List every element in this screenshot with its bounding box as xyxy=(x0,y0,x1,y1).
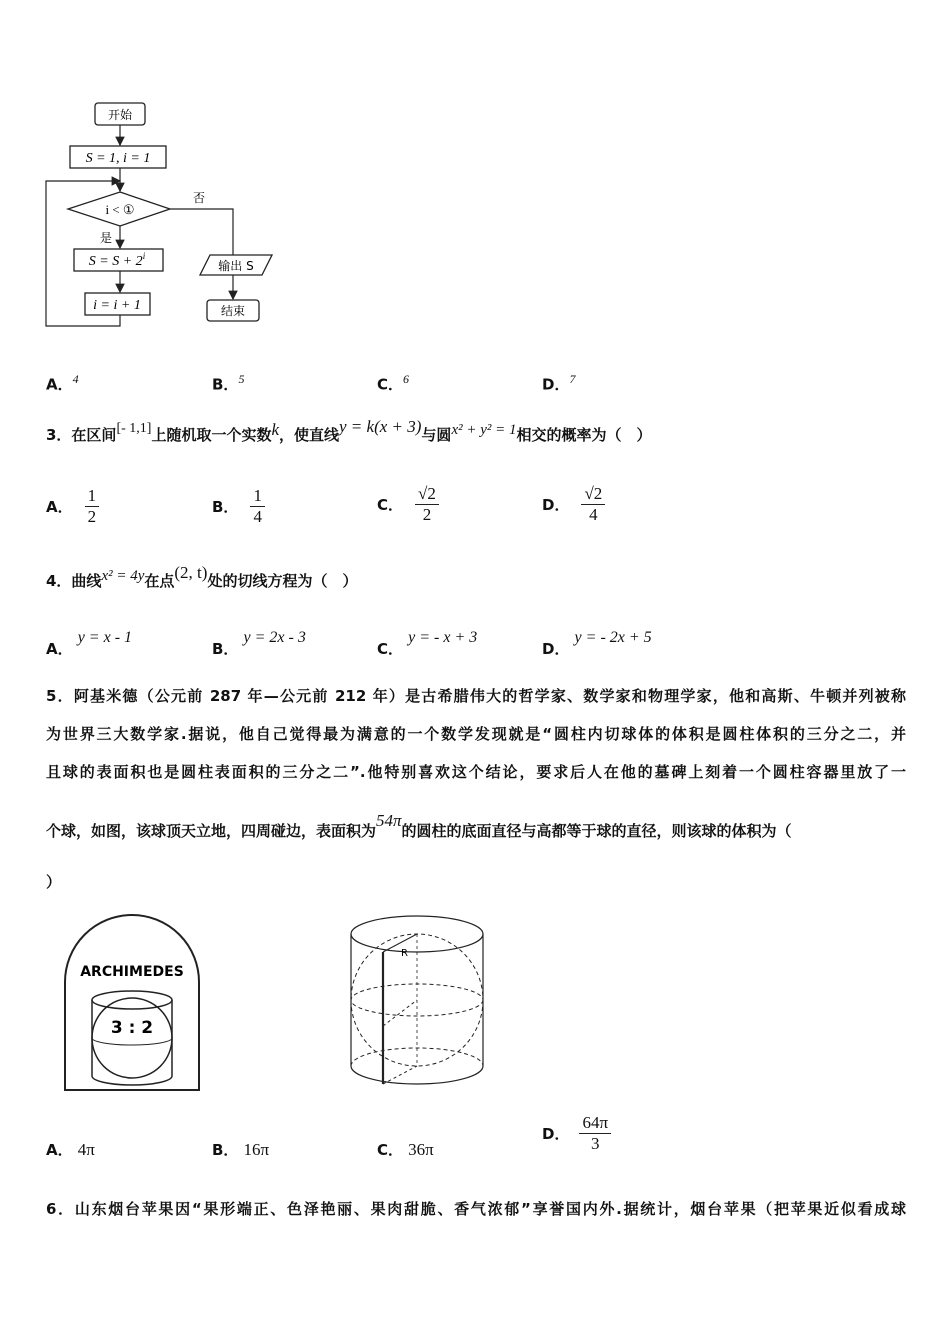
q5-area: 54π xyxy=(376,811,402,830)
tomb-ratio: 3 : 2 xyxy=(110,1018,154,1038)
q3-stem xyxy=(46,417,652,445)
init-label: S = 1, i = 1 xyxy=(85,151,151,166)
q4-curve: x² = 4y xyxy=(101,568,145,584)
denominator: 3 xyxy=(591,1134,600,1153)
flowchart xyxy=(40,95,290,340)
archimedes-tomb-figure xyxy=(60,910,205,1095)
q4-point: (2, t) xyxy=(174,563,208,582)
option-fraction xyxy=(579,1113,611,1154)
q5-line-1: 5．阿基米德（公元前 287 年—公元前 212 年）是古希腊伟大的哲学家、数学家和物理学家，他和高斯、牛顿并列被称 xyxy=(46,687,906,705)
option-fraction xyxy=(85,486,100,527)
update-s-label: S = S + 2 xyxy=(88,254,143,269)
q3-text-1: 3．在区间 xyxy=(46,426,117,444)
q2-option-b xyxy=(212,372,244,394)
q4-option-d xyxy=(542,626,652,658)
q3-option-c xyxy=(377,484,439,525)
output-label: 输出 S xyxy=(218,259,254,273)
option-value: 4π xyxy=(77,1140,95,1159)
option-label: A． xyxy=(46,375,73,394)
q3-text-4: 与圆 xyxy=(421,426,452,444)
option-value: y = 2x - 3 xyxy=(243,629,306,646)
option-label: D． xyxy=(542,1125,570,1143)
q4-option-a xyxy=(46,626,133,658)
option-label: C． xyxy=(377,375,404,394)
denominator: 4 xyxy=(253,507,262,526)
condition-label: i < ① xyxy=(105,202,135,217)
q5-option-d xyxy=(542,1113,611,1154)
option-value: 7 xyxy=(569,372,576,386)
q2-option-a xyxy=(46,372,79,394)
option-value: 16π xyxy=(243,1140,270,1159)
option-value: 6 xyxy=(403,372,410,386)
q4-text-3: 处的切线方程为（ ） xyxy=(207,572,358,590)
option-fraction xyxy=(581,484,605,525)
numerator: 64π xyxy=(579,1113,611,1134)
option-label: C． xyxy=(377,496,404,514)
q3-interval: [- 1,1] xyxy=(116,421,152,436)
q3-k: k xyxy=(271,420,279,439)
q4-text-2: 在点 xyxy=(144,572,175,590)
option-value: y = - x + 3 xyxy=(408,629,478,646)
q2-option-d xyxy=(542,372,575,394)
cylinder-sphere-figure xyxy=(345,910,490,1090)
q5-line-3: 且球的表面积也是圆柱表面积的三分之二”.他特别喜欢这个结论，要求后人在他的墓碑上刻着一个圆柱容器里放了一 xyxy=(46,763,906,781)
tomb-title: ARCHIMEDES xyxy=(80,964,184,980)
q4-option-b xyxy=(212,626,306,658)
q3-option-a xyxy=(46,486,99,527)
option-label: D． xyxy=(542,640,570,658)
option-value: y = - 2x + 5 xyxy=(574,629,652,646)
option-value: y = x - 1 xyxy=(77,629,133,646)
q5-line-4b: 的圆柱的底面直径与高都等于球的直径，则该球的体积为（ xyxy=(401,822,792,840)
option-label: A． xyxy=(46,498,73,516)
option-label: A． xyxy=(46,640,73,658)
q5-option-a xyxy=(46,1139,95,1160)
option-label: B． xyxy=(212,375,239,394)
numerator: 1 xyxy=(85,486,100,507)
q3-line-eq: y = k(x + 3) xyxy=(339,417,422,436)
yes-label: 是 xyxy=(100,231,113,245)
option-label: B． xyxy=(212,1141,239,1159)
start-label: 开始 xyxy=(107,108,133,122)
denominator: 2 xyxy=(87,507,97,526)
denominator: 4 xyxy=(589,505,598,524)
option-value: 4 xyxy=(72,372,79,386)
option-label: B． xyxy=(212,498,239,516)
numerator: 1 xyxy=(250,486,265,507)
no-label: 否 xyxy=(193,191,206,205)
q3-option-b xyxy=(212,486,265,527)
option-value: 5 xyxy=(238,372,245,386)
q3-option-d xyxy=(542,484,605,525)
option-label: D． xyxy=(542,375,570,394)
q5-option-c xyxy=(377,1139,434,1160)
q5-line-4a: 个球，如图，该球顶天立地，四周碰边，表面积为 xyxy=(46,822,377,840)
q3-text-2: 上随机取一个实数 xyxy=(151,426,272,444)
end-label: 结束 xyxy=(220,304,246,318)
option-value: 36π xyxy=(408,1140,434,1159)
q4-option-c xyxy=(377,626,478,658)
option-label: A． xyxy=(46,1141,73,1159)
option-fraction xyxy=(415,484,439,525)
q6-line-1: 6．山东烟台苹果因“果形端正、色泽艳丽、果肉甜脆、香气浓郁”享誉国内外.据统计，烟台苹果（把苹果近似看成球 xyxy=(46,1200,906,1218)
q4-text-1: 4．曲线 xyxy=(46,572,102,590)
option-label: C． xyxy=(377,640,404,658)
q3-circle-eq: x² + y² = 1 xyxy=(451,422,517,438)
q3-text-3: ，使直线 xyxy=(279,426,340,444)
numerator: √2 xyxy=(415,484,439,505)
q5-line-2: 为世界三大数学家.据说，他自己觉得最为满意的一个数学发现就是“圆柱内切球体的体积是圆柱体积的三分之二，并 xyxy=(46,725,906,743)
q2-option-c xyxy=(377,372,409,394)
numerator: √2 xyxy=(581,484,605,505)
q4-stem xyxy=(46,563,358,591)
q3-text-5: 相交的概率为（ ） xyxy=(516,426,652,444)
option-label: D． xyxy=(542,496,570,514)
option-label: B． xyxy=(212,640,239,658)
radius-label: R xyxy=(401,948,408,959)
q5-option-b xyxy=(212,1139,269,1160)
svg-text:S = S + 2i xyxy=(89,251,146,269)
option-label: C． xyxy=(377,1141,404,1159)
denominator: 2 xyxy=(422,505,432,524)
q5-line-4 xyxy=(46,811,906,841)
q5-line-5: ） xyxy=(46,873,62,891)
update-i-label: i = i + 1 xyxy=(93,298,141,313)
option-fraction xyxy=(250,486,265,527)
update-s-sup: i xyxy=(142,251,146,261)
